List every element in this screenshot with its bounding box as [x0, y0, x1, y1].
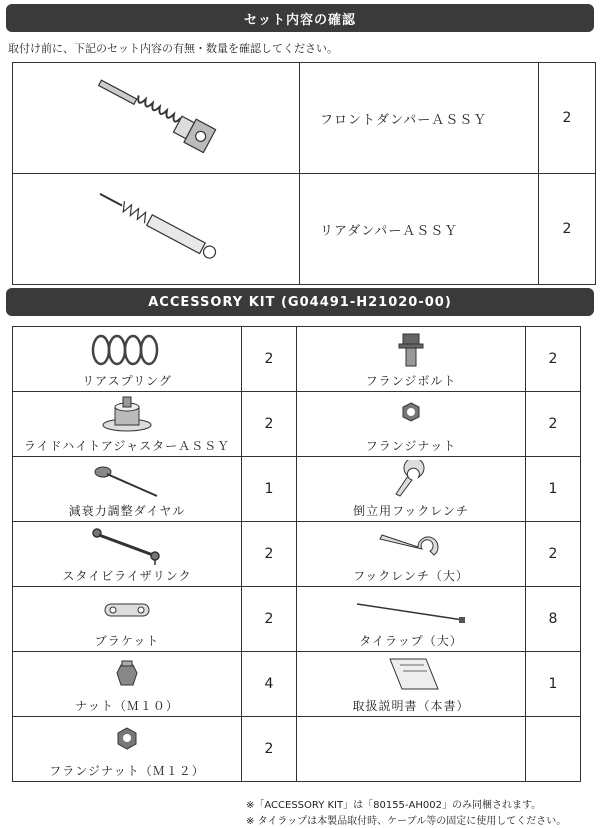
manual-icon [376, 655, 446, 695]
nut-m10-icon [107, 655, 147, 695]
part-qty: 2 [526, 392, 581, 457]
part-name: ライドハイトアジャスターＡＳＳＹ [23, 438, 231, 453]
part-qty: 2 [242, 327, 297, 392]
intro-text: 取付け前に、下記のセット内容の有無・数量を確認してください。 [8, 42, 338, 55]
part-name: フランジボルト [365, 373, 457, 388]
part-name: 取扱説明書（本書） [352, 698, 470, 713]
part-qty: 2 [242, 392, 297, 457]
section-title-contents: セット内容の確認 [6, 4, 594, 32]
part-qty: 2 [242, 717, 297, 782]
part-name: タイラップ（大） [359, 633, 463, 648]
part-name: フックレンチ（大） [353, 568, 469, 583]
part-qty: 1 [242, 457, 297, 522]
part-name: スタイビライザリンク [62, 568, 192, 583]
part-qty: 1 [526, 457, 581, 522]
footnote: ※ タイラップは本製品取付時、ケーブル等の固定に使用してください。 [246, 816, 567, 827]
section-title-accessory-kit: ACCESSORY KIT (G04491-H21020-00) [6, 288, 594, 316]
front-damper-icon [81, 66, 231, 166]
cable-tie-icon [351, 590, 471, 630]
stabilizer-link-icon [87, 525, 167, 565]
part-name: リアダンパーＡＳＳＹ [300, 174, 539, 285]
damping-dial-icon [87, 460, 167, 500]
part-qty: 2 [242, 587, 297, 652]
part-name: 倒立用フックレンチ [353, 503, 469, 518]
flange-nut-m12-icon [107, 720, 147, 760]
part-name: 減衰力調整ダイヤル [68, 503, 186, 518]
table-row [13, 587, 581, 652]
spring-icon [87, 330, 167, 370]
accessory-table [12, 326, 581, 782]
flange-bolt-icon [391, 330, 431, 370]
main-parts-table [12, 62, 596, 285]
part-qty: 2 [539, 63, 596, 174]
table-row [13, 717, 581, 782]
part-name: フランジナット（Ｍ１２） [49, 763, 205, 778]
part-name: ブラケット [94, 633, 160, 648]
part-name: リアスプリング [82, 373, 172, 388]
part-qty: 1 [526, 652, 581, 717]
part-qty: 2 [539, 174, 596, 285]
hook-wrench-small-icon [386, 460, 436, 500]
table-row [13, 392, 581, 457]
part-qty: 4 [242, 652, 297, 717]
part-qty: 2 [242, 522, 297, 587]
height-adjuster-icon [97, 395, 157, 435]
flange-nut-icon [391, 395, 431, 435]
part-qty: 2 [526, 522, 581, 587]
table-row [13, 63, 596, 174]
footnote: ※「ACCESSORY KIT」は「80155-AH002」のみ同梱されます。 [246, 800, 542, 811]
table-row [13, 522, 581, 587]
table-row [13, 652, 581, 717]
table-row [13, 174, 596, 285]
part-name: フロントダンパーＡＳＳＹ [300, 63, 539, 174]
bracket-icon [97, 590, 157, 630]
rear-damper-icon [81, 177, 231, 277]
part-name: ナット（Ｍ１０） [75, 698, 179, 713]
part-name: フランジナット [365, 438, 457, 453]
table-row [13, 457, 581, 522]
table-row [13, 327, 581, 392]
part-qty: 8 [526, 587, 581, 652]
hook-wrench-large-icon [376, 525, 446, 565]
part-qty: 2 [526, 327, 581, 392]
